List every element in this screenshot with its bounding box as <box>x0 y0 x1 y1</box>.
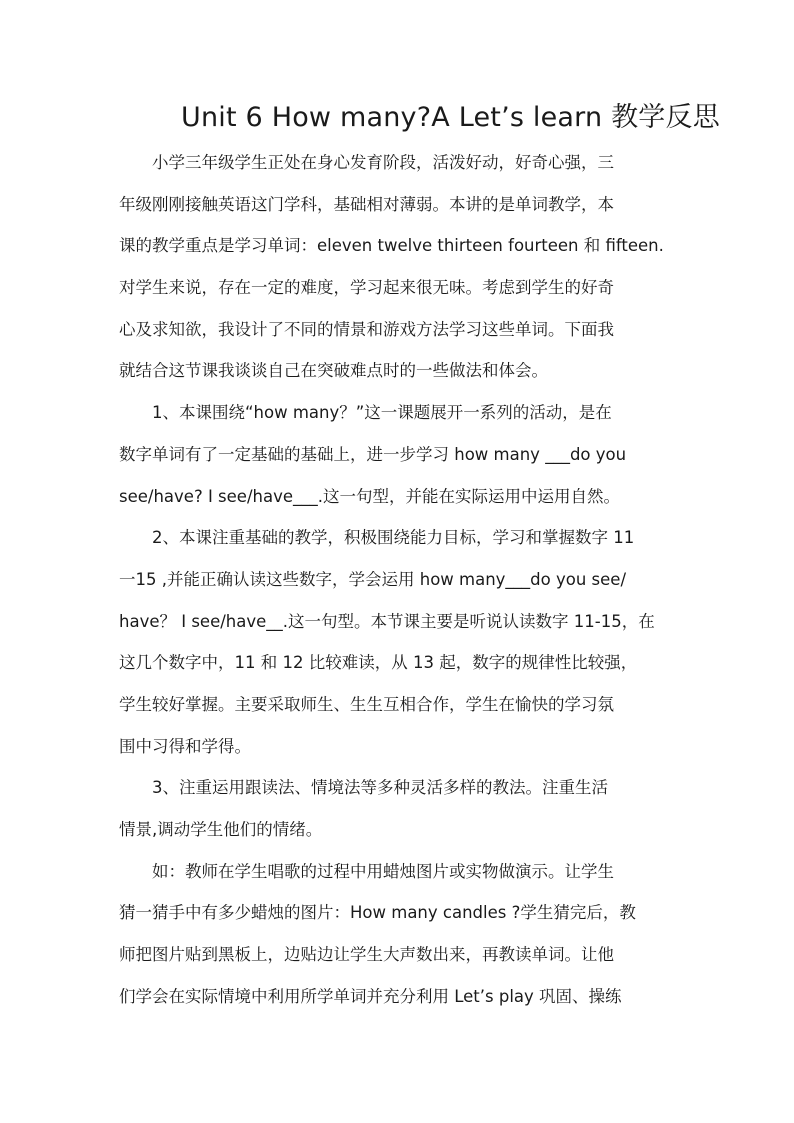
body-line: 1、本课围绕“how many？”这一课题展开一系列的活动，是在 <box>119 403 612 423</box>
body-line: 一15 ,并能正确认读这些数字，学会运用 how many___do you see/ <box>119 569 627 589</box>
body-line: 如：教师在学生唱歌的过程中用蜡烛图片或实物做演示。让学生 <box>119 861 614 881</box>
body-line: 心及求知欲，我设计了不同的情景和游戏方法学习这些单词。下面我 <box>119 319 614 339</box>
body-line: 2、本课注重基础的教学，积极围绕能力目标，学习和掌握数字 11 <box>119 528 635 548</box>
body-line: 情景,调动学生他们的情绪。 <box>119 820 323 839</box>
body-line: 们学会在实际情境中利用所学单词并充分利用 Let’s play 巩固、操练 <box>119 986 622 1006</box>
body-line: 课的教学重点是学习单词：eleven twelve thirteen fourteen 和 fifteen. <box>119 236 664 256</box>
body-line: 学生较好掌握。主要采取师生、生生互相合作，学生在愉快的学习氛 <box>119 694 614 714</box>
body-line: 就结合这节课我谈谈自己在突破难点时的一些做法和体会。 <box>119 361 548 381</box>
document-body <box>119 142 679 1017</box>
body-line: 小学三年级学生正处在身心发育阶段，活泼好动，好奇心强，三 <box>119 153 614 172</box>
body-line: 围中习得和学得。 <box>119 736 251 756</box>
body-line: 对学生来说，存在一定的难度，学习起来很无味。考虑到学生的好奇 <box>119 278 614 298</box>
body-line: 数字单词有了一定基础的基础上，进一步学习 how many ___do you <box>119 444 627 464</box>
body-line: see/have? I see/have___.这一句型，并能在实际运用中运用自然。 <box>119 486 620 506</box>
body-line: 3、注重运用跟读法、情境法等多种灵活多样的教法。注重生活 <box>119 778 608 798</box>
body-line: 这几个数字中，11 和 12 比较难读，从 13 起，数字的规律性比较强， <box>119 653 638 673</box>
document-title: Unit 6 How many?A Let’s learn 教学反思 <box>181 102 720 133</box>
body-line: 师把图片贴到黑板上，边贴边让学生大声数出来，再教读单词。让他 <box>119 945 614 965</box>
body-line: 年级刚刚接触英语这门学科，基础相对薄弱。本讲的是单词教学，本 <box>119 194 614 214</box>
body-line: 猜一猜手中有多少蜡烛的图片：How many candles ?学生猜完后，教 <box>119 903 636 923</box>
body-line: have？ I see/have__.这一句型。本节课主要是听说认读数字 11-15，在 <box>119 611 655 631</box>
